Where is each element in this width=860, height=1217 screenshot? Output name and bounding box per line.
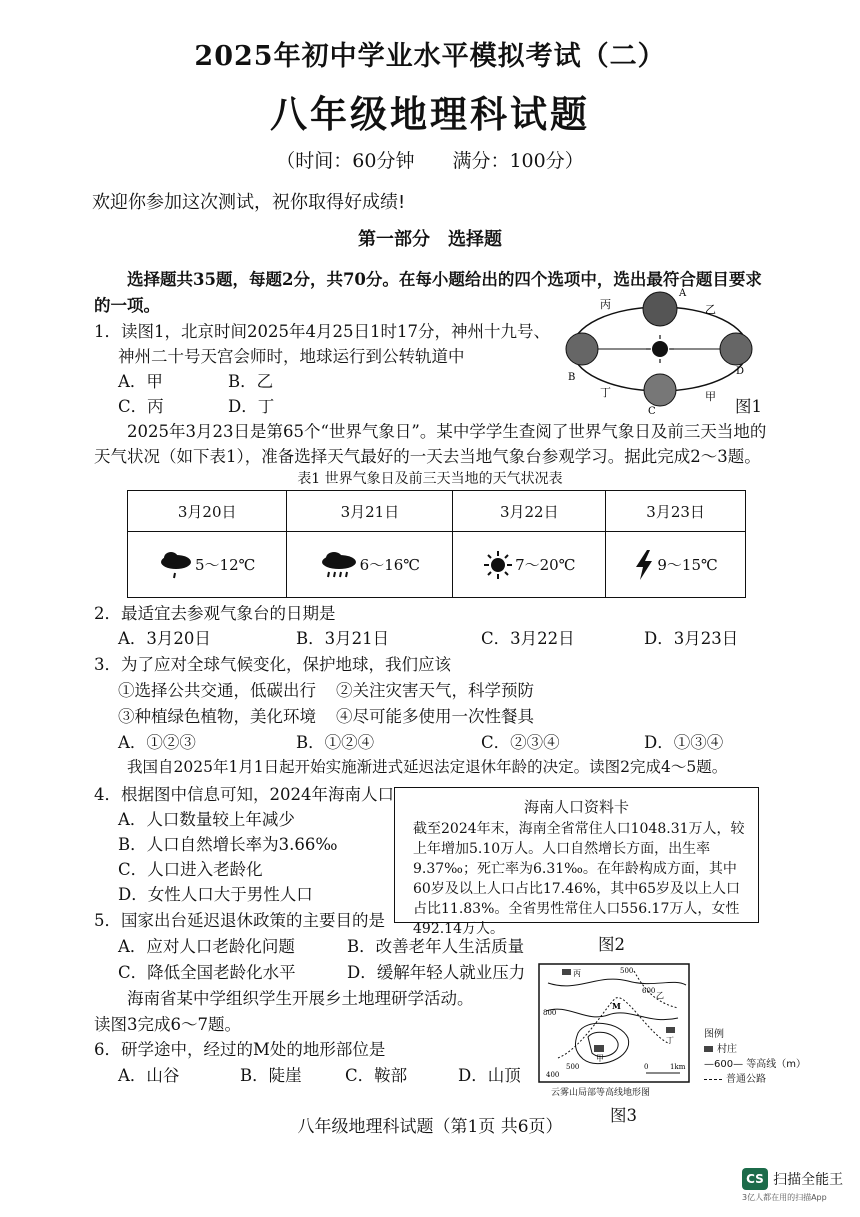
- contour-map-figure: [538, 963, 690, 1083]
- map-label-jia: 甲: [596, 1054, 604, 1063]
- table1-caption: 表1 世界气象日及前三天当地的天气状况表: [297, 471, 563, 487]
- earth-position-D: [720, 333, 752, 365]
- scale-label-0: 0: [644, 1063, 649, 1071]
- q4-option-a: A．人口数量较上年减少: [118, 810, 295, 829]
- orbit-label-jia-b: 甲: [705, 390, 716, 403]
- time-info: （时间：60分钟 满分：100分）: [276, 150, 584, 172]
- section-intro-line1: 选择题共35题，每题2分，共70分。在每小题给出的四个选项中，选出最符合题目要求: [127, 270, 762, 289]
- temp-4: 9～15℃: [657, 556, 718, 574]
- q5-option-d: D．缓解年轻人就业压力: [347, 963, 526, 982]
- map-label-500: 500: [620, 967, 634, 975]
- q3-item3: ③种植绿色植物，美化环境: [118, 707, 316, 726]
- earth-position-A: [643, 292, 677, 326]
- q1-line1: 1．读图1，北京时间2025年4月25日1时17分，神州十九号、: [94, 322, 550, 341]
- point-label-D: D: [736, 366, 745, 377]
- legend-title: 图例: [704, 1029, 724, 1040]
- scanner-tagline: 3亿人都在用的扫描App: [742, 1193, 827, 1202]
- population-data-card: [394, 787, 759, 937]
- weather-intro-line2: 天气状况（如下表1），准备选择天气最好的一天去当地气象台参观学习。据此完成2～3题。: [94, 447, 761, 466]
- temp-3: 7～20℃: [515, 556, 576, 574]
- earth-position-C: [644, 374, 676, 406]
- date-cell-2: 3月21日: [287, 491, 453, 532]
- orbit-label-yi: 乙: [705, 303, 716, 316]
- q3-option-a: A．①②③: [118, 733, 196, 752]
- q1-option-a: A．甲: [118, 372, 163, 391]
- q1-option-c: C．丙: [118, 397, 164, 416]
- orbit-label-jia: 丙: [600, 298, 611, 311]
- q2-option-b: B．3月21日: [296, 629, 390, 648]
- orbit-label-ding: 丁: [600, 386, 611, 399]
- section-title: 第一部分 选择题: [358, 229, 502, 250]
- point-label-C: C: [648, 406, 656, 416]
- q5-option-b: B．改善老年人生活质量: [347, 937, 525, 956]
- section-intro-line2: 的一项。: [94, 296, 160, 315]
- temp-2: 6～16℃: [359, 556, 421, 574]
- road-legend-icon: [704, 1079, 722, 1080]
- q6-stem: 6．研学途中，经过的M处的地形部位是: [94, 1040, 386, 1059]
- card-body: 截至2024年末，海南全省常住人口1048.31万人，较上年增加5.10万人。人口自然增长方面，出生率9.37‰；死亡率为6.31‰。在年龄构成方面，其中60岁及以上人口占比17.46%，其中65岁及以上人口占比11.83%。全省男性常住人口556.17万人，女性492.14万人。: [413, 821, 745, 937]
- q5-option-c: C．降低全国老龄化水平: [118, 963, 296, 982]
- weather-intro-line1: 2025年3月23日是第65个“世界气象日”。某中学学生查阅了世界气象日及前三天当地的: [127, 422, 767, 441]
- q4-stem: 4．根据图中信息可知，2024年海南人口: [94, 785, 394, 804]
- map-label-ding: 丁: [666, 1036, 674, 1045]
- q6-option-b: B．陡崖: [240, 1066, 302, 1085]
- scanner-app-name: 扫描全能王: [773, 1172, 844, 1188]
- retire-intro: 我国自2025年1月1日起开始实施渐进式延迟法定退休年龄的决定。读图2完成4～5题。: [127, 758, 728, 776]
- q2-option-c: C．3月22日: [481, 629, 575, 648]
- sun-icon: [483, 550, 513, 580]
- weather-cell-2: [287, 532, 453, 598]
- village-legend-icon: [704, 1046, 713, 1052]
- weather-table: [127, 490, 746, 598]
- map-label-600: 600: [642, 987, 656, 995]
- map-frame: [539, 964, 689, 1082]
- map-subtitle: 云雾山局部等高线地形图: [551, 1088, 651, 1098]
- q2-option-a: A．3月20日: [118, 629, 211, 648]
- q3-stem: 3．为了应对全球气候变化，保护地球，我们应该: [94, 655, 451, 674]
- map-label-500b: 500: [566, 1063, 580, 1071]
- q1-option-b: B．乙: [228, 372, 274, 391]
- map-label-bing: 丙: [573, 969, 581, 978]
- map-label-800: 800: [543, 1009, 557, 1017]
- legend-road: 普通公路: [704, 1070, 766, 1085]
- light-rain-icon: [159, 550, 193, 580]
- weather-cell-3: [453, 532, 606, 598]
- q6-option-a: A．山谷: [118, 1066, 180, 1085]
- q3-option-b: B．①②④: [296, 733, 375, 752]
- figure2-caption: 图2: [598, 935, 625, 954]
- page-footer: 八年级地理科试题（第1页 共6页）: [297, 1117, 563, 1137]
- subject-title: 八年级地理科试题: [270, 92, 590, 136]
- q5-option-a: A．应对人口老龄化问题: [118, 937, 295, 956]
- sun-icon: [652, 341, 668, 357]
- figure1-caption: 图1: [735, 397, 762, 416]
- q1-line2: 神州二十号天宫会师时，地球运行到公转轨道中: [118, 347, 465, 366]
- q6-option-c: C．鞍部: [345, 1066, 408, 1085]
- figure3-caption: 图3: [610, 1106, 637, 1125]
- study-intro-line1: 海南省某中学组织学生开展乡土地理研学活动。: [127, 989, 474, 1008]
- legend-village: 村庄: [704, 1040, 737, 1055]
- scale-label-1km: 1km: [670, 1063, 686, 1071]
- cs-badge-icon: CS: [742, 1168, 768, 1190]
- date-cell-4: 3月23日: [606, 491, 746, 532]
- q4-option-c: C．人口进入老龄化: [118, 860, 263, 879]
- exam-title: 2025年初中学业水平模拟考试（二）: [194, 41, 666, 72]
- date-cell-1: 3月20日: [128, 491, 287, 532]
- map-label-400: 400: [546, 1071, 560, 1079]
- q6-option-d: D．山顶: [458, 1066, 521, 1085]
- q3-option-d: D．①③④: [644, 733, 724, 752]
- weather-table-header-row: [128, 491, 746, 532]
- q3-item2: ②关注灾害天气，科学预防: [336, 681, 534, 700]
- map-label-M: M: [612, 1001, 621, 1011]
- q3-item4: ④尽可能多使用一次性餐具: [336, 707, 534, 726]
- q3-option-c: C．②③④: [481, 733, 560, 752]
- lightning-icon: [633, 549, 655, 581]
- q4-option-b: B．人口自然增长率为3.66‰: [118, 835, 338, 854]
- card-title: 海南人口资料卡: [523, 798, 629, 816]
- weather-table-data-row: [128, 532, 746, 598]
- village-icon: [562, 969, 571, 975]
- q3-item1: ①选择公共交通，低碳出行: [118, 681, 316, 700]
- legend-contour: —600— 等高线（m）: [704, 1059, 807, 1070]
- q4-option-d: D．女性人口大于男性人口: [118, 885, 313, 904]
- map-label-yi: 乙: [656, 991, 664, 1000]
- earth-position-B: [566, 333, 598, 365]
- weather-cell-1: [128, 532, 287, 598]
- point-label-A: A: [679, 288, 687, 299]
- date-cell-3: 3月22日: [453, 491, 606, 532]
- weather-cell-4: [606, 532, 746, 598]
- point-label-B: B: [568, 372, 576, 383]
- scanner-watermark: [742, 1168, 843, 1203]
- q1-option-d: D．丁: [228, 397, 275, 416]
- temp-1: 5～12℃: [194, 556, 256, 574]
- q2-option-d: D．3月23日: [644, 629, 739, 648]
- heavy-rain-icon: [320, 550, 358, 580]
- study-intro-line2: 读图3完成6～7题。: [94, 1015, 241, 1034]
- q5-stem: 5．国家出台延迟退休政策的主要目的是: [94, 911, 385, 930]
- welcome-text: 欢迎你参加这次测试，祝你取得好成绩!: [92, 192, 406, 213]
- village-icon: [666, 1027, 675, 1033]
- village-icon: [594, 1045, 604, 1052]
- q2-stem: 2．最适宜去参观气象台的日期是: [94, 604, 336, 623]
